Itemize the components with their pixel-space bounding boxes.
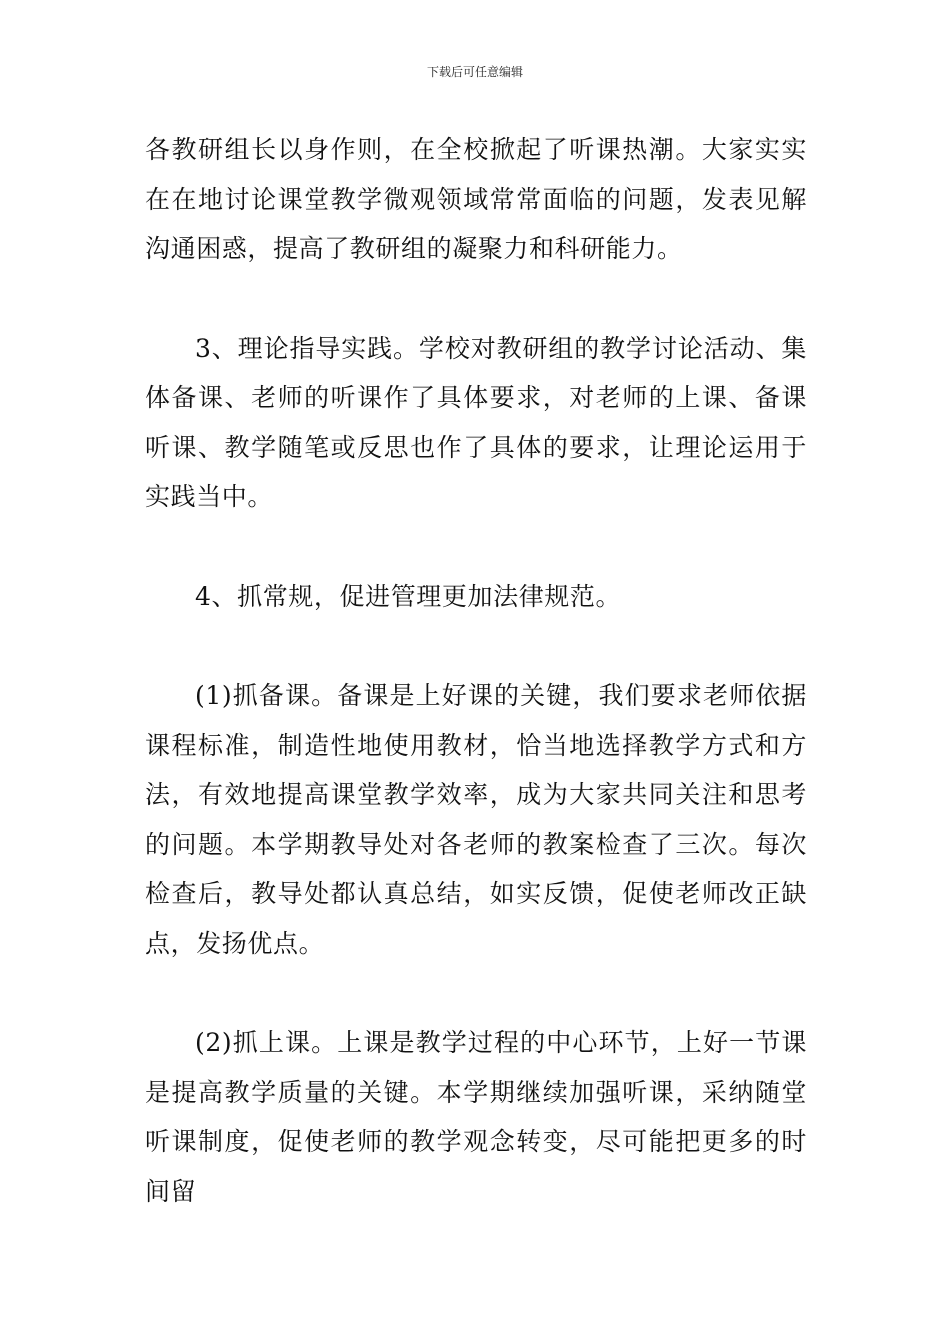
document-body — [145, 125, 807, 1216]
paragraph-theory-practice: 3、理论指导实践。学校对教研组的教学讨论活动、集体备课、老师的听课作了具体要求，对老师的上课、备课听课、教学随笔或反思也作了具体的要求，让理论运用于实践当中。 — [145, 333, 807, 511]
page-header: 下载后可任意编辑 — [426, 65, 523, 79]
paragraph-lesson-preparation: (1)抓备课。备课是上好课的关键，我们要求老师依据课程标准，制造性地使用教材，恰当地选择教学方式和方法，有效地提高课堂教学效率，成为大家共同关注和思考的问题。本学期教导处对各老师的教案检查了三次。每次检查后，教导处都认真总结，如实反馈，促使老师改正缺点，发扬优点。 — [145, 681, 807, 958]
paragraph-continuation: 各教研组长以身作则，在全校掀起了听课热潮。大家实实在在地讨论课堂教学微观领域常常面临的问题，发表见解沟通困惑，提高了教研组的凝聚力和科研能力。 — [145, 135, 807, 263]
paragraph-classroom-teaching: (2)抓上课。上课是教学过程的中心环节，上好一节课是提高教学质量的关键。本学期继续加强听课，采纳随堂听课制度，促使老师的教学观念转变，尽可能把更多的时间留 — [145, 1028, 807, 1206]
paragraph-routine-management: 4、抓常规，促进管理更加法律规范。 — [195, 581, 622, 611]
